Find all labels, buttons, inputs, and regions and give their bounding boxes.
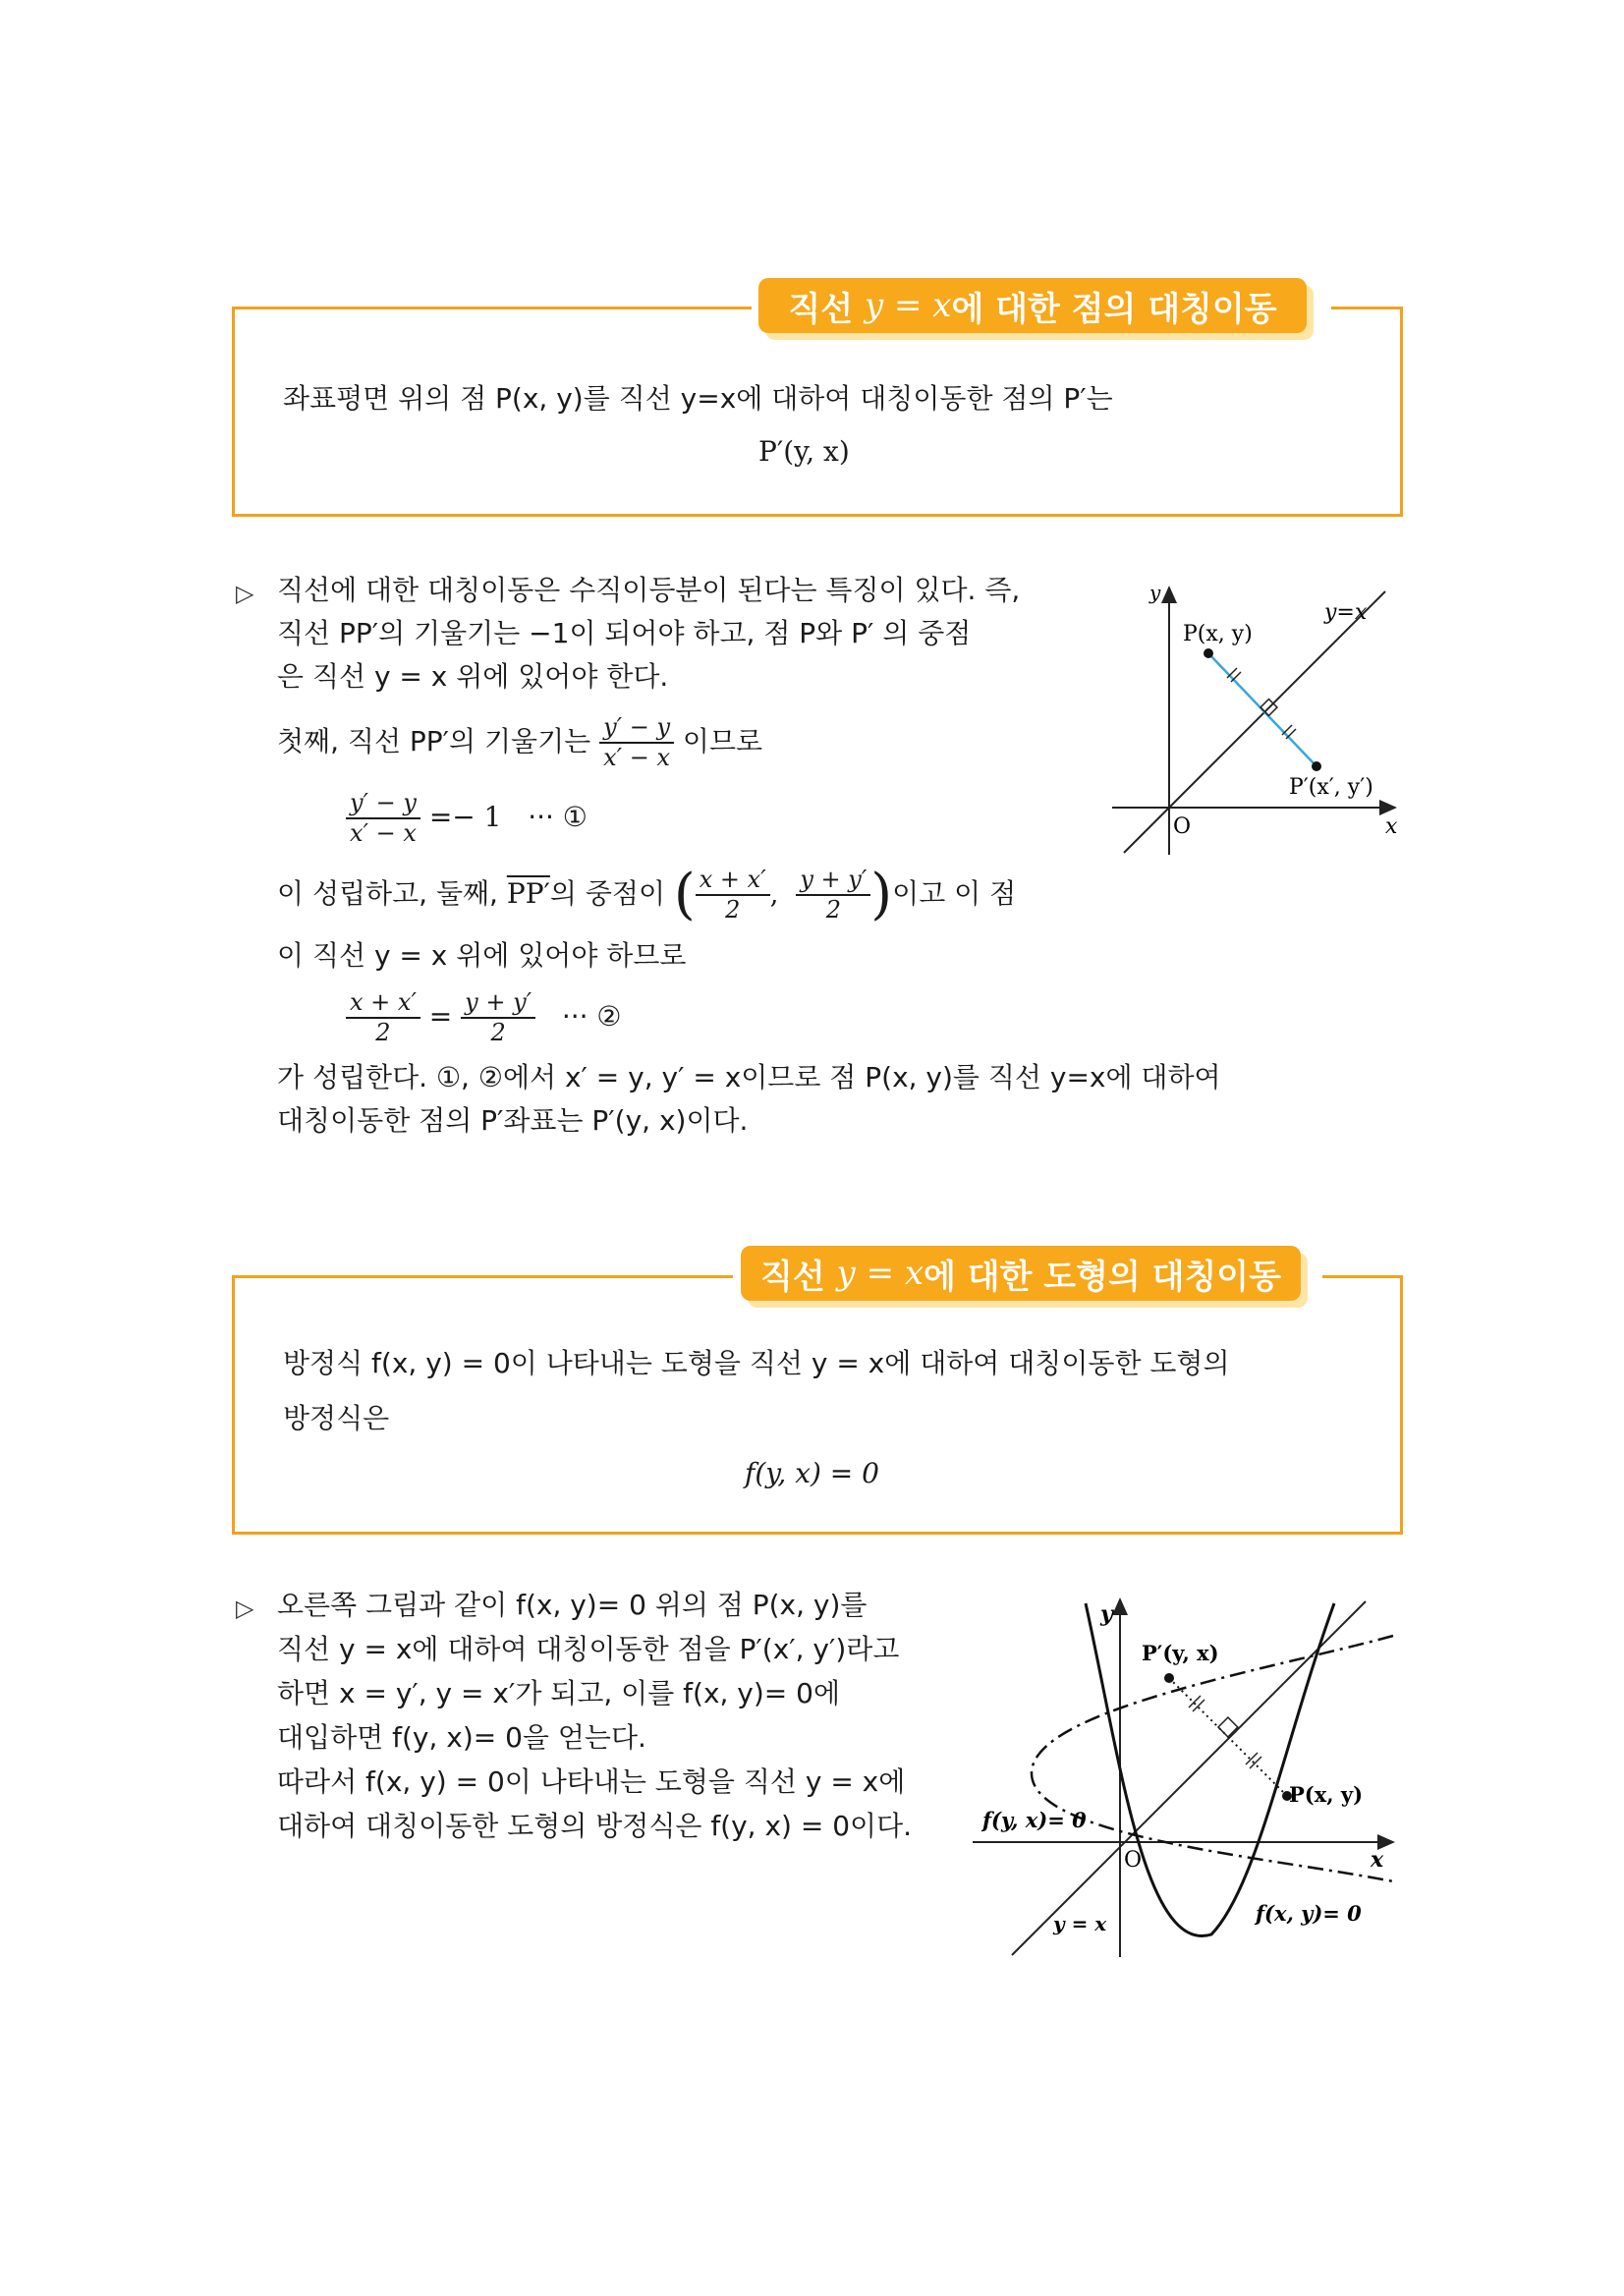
expl1-line3: 은 직선 y = x 위에 있어야 한다. (277, 660, 669, 693)
eq1-tag: ··· ① (528, 801, 588, 833)
expl1-second-post: 이고 이 점 (892, 877, 1017, 910)
figure1-graph (1100, 570, 1415, 865)
eq1-denominator: x′ − x (350, 819, 417, 847)
point-p (1204, 648, 1213, 658)
expl2-line2: 직선 y = x에 대하여 대칭이동한 점을 P′(x′, y′)라고 (277, 1633, 900, 1665)
section1-title-math: y = x (864, 286, 952, 325)
eq2-left-denominator: 2 (375, 1019, 391, 1046)
section1-box-line2: P′(y, x) (758, 435, 850, 468)
eq2-tag: ··· ② (561, 1000, 622, 1033)
section2-box-line3: f(y, x) = 0 (745, 1457, 879, 1489)
fig2-tick-mark-upper (1189, 1696, 1204, 1711)
expl1-second-pre: 이 성립하고, 둘째, (277, 877, 498, 910)
equation-1 (346, 783, 588, 852)
eq2-right-denominator: 2 (490, 1019, 506, 1046)
triangle-bullet-icon-2: ▷ (236, 1595, 254, 1622)
section2-title-banner (741, 1246, 1301, 1301)
slope-numerator: y′ − y (599, 715, 674, 744)
expl1-line1: 직선에 대한 대칭이동은 수직이등분이 된다는 특징이 있다. 즉, (277, 574, 1021, 606)
fig2-line-label: y = x (1053, 1912, 1107, 1935)
fig1-pprime-label: P′(x′, y′) (1289, 775, 1373, 800)
expl2-line1: 오른쪽 그림과 같이 f(x, y)= 0 위의 점 P(x, y)를 (277, 1589, 868, 1621)
fig2-pprime-label: P′(y, x) (1142, 1641, 1219, 1665)
section2-box-line1: 방정식 f(x, y) = 0이 나타내는 도형을 직선 y = x에 대하여 대칭이동한 도형의 (283, 1347, 1230, 1379)
midpoint-y-denominator: 2 (825, 896, 841, 924)
expl1-second-row (277, 855, 1016, 933)
tick-mark-upper (1227, 668, 1241, 682)
slope-denominator: x′ − x (603, 744, 670, 771)
section1-title-banner (758, 278, 1307, 333)
midpoint-y-fraction (796, 865, 870, 924)
fig2-x-axis-label: x (1371, 1847, 1384, 1873)
fig2-right-angle-mark (1218, 1717, 1238, 1737)
eq1-rhs: =− 1 (428, 801, 502, 833)
section1-title-post: 에 대한 점의 대칭이동 (951, 289, 1277, 329)
expl1-first-post: 이므로 (682, 725, 763, 757)
eq2-left-numerator: x + x′ (346, 990, 420, 1019)
expl1-third-line: 이 직선 y = x 위에 있어야 하므로 (277, 939, 687, 972)
expl1-second-mid: 의 중점이 (549, 877, 665, 910)
expl1-conclusion1: 가 성립한다. ①, ②에서 x′ = y, y′ = x이므로 점 P(x, y)를 직선 y=x에 대하여 (277, 1061, 1221, 1093)
midpoint-x-denominator: 2 (725, 896, 741, 924)
fig1-x-axis-label: x (1385, 814, 1398, 839)
eq2-right-fraction (461, 987, 535, 1046)
fig1-y-axis-label: y (1149, 581, 1161, 604)
triangle-bullet-icon: ▷ (236, 580, 254, 607)
fig2-tick-mark-lower (1246, 1753, 1261, 1768)
left-paren: ( (673, 863, 696, 926)
midpoint-y-numerator: y + y′ (796, 868, 870, 896)
midpoint-x-fraction (696, 865, 770, 924)
eq2-equals: = (428, 1000, 453, 1033)
fig1-p-label: P(x, y) (1183, 622, 1253, 646)
section2-box (232, 1275, 1403, 1535)
section2-box-line2: 방정식은 (283, 1402, 390, 1434)
section2-title-math: y = x (836, 1254, 924, 1293)
equation-2 (346, 982, 622, 1051)
eq1-numerator: y′ − y (346, 791, 420, 819)
section2-title-post: 에 대한 도형의 대칭이동 (924, 1257, 1281, 1297)
eq2-left-fraction (346, 987, 420, 1046)
fig2-point-pprime (1164, 1673, 1174, 1683)
right-paren: ) (870, 863, 893, 926)
section2-title-pre: 직선 (760, 1257, 825, 1297)
fig2-curve2-label: f(x, y)= 0 (1256, 1901, 1362, 1926)
line-y-equals-x (1124, 591, 1385, 853)
section1-title-pre: 직선 (788, 289, 854, 329)
point-pprime (1312, 761, 1321, 771)
fig2-curve1-label: f(y, x)= 0 (982, 1808, 1087, 1832)
expl2-line3: 하면 x = y′, y = x′가 되고, 이를 f(x, y)= 0에 (277, 1677, 841, 1709)
expl2-line6: 대하여 대칭이동한 도형의 방정식은 f(y, x) = 0이다. (277, 1810, 913, 1842)
fig1-origin-label: O (1173, 814, 1192, 839)
section1-box-line1: 좌표평면 위의 점 P(x, y)를 직선 y=x에 대하여 대칭이동한 점의 P′는 (283, 382, 1113, 415)
eq2-right-numerator: y + y′ (461, 990, 535, 1019)
midpoint-comma: , (769, 877, 797, 910)
fig1-line-label: y=x (1324, 600, 1368, 625)
expl1-conclusion2: 대칭이동한 점의 P′좌표는 P′(y, x)이다. (277, 1104, 749, 1137)
fig2-p-label: P(x, y) (1289, 1782, 1364, 1807)
expl2-line4: 대입하면 f(y, x)= 0을 얻는다. (277, 1721, 646, 1754)
segment-pp: PP′ (506, 877, 550, 910)
expl1-line2: 직선 PP′의 기울기는 −1이 되어야 하고, 점 P와 P′ 의 중점 (277, 617, 972, 649)
fig2-origin-label: O (1124, 1848, 1143, 1873)
expl2-line5: 따라서 f(x, y) = 0이 나타내는 도형을 직선 y = x에 (277, 1765, 906, 1798)
midpoint-x-numerator: x + x′ (696, 868, 770, 896)
expl1-first-row (277, 707, 762, 776)
curve-f-y-x (1032, 1636, 1393, 1881)
eq1-fraction (346, 788, 420, 847)
figure2-graph (973, 1592, 1405, 1965)
expl1-first-pre: 첫째, 직선 PP′의 기울기는 (277, 725, 591, 757)
slope-fraction (599, 712, 674, 771)
tick-mark-lower (1282, 725, 1296, 739)
fig2-y-axis-label: y (1100, 1601, 1113, 1627)
